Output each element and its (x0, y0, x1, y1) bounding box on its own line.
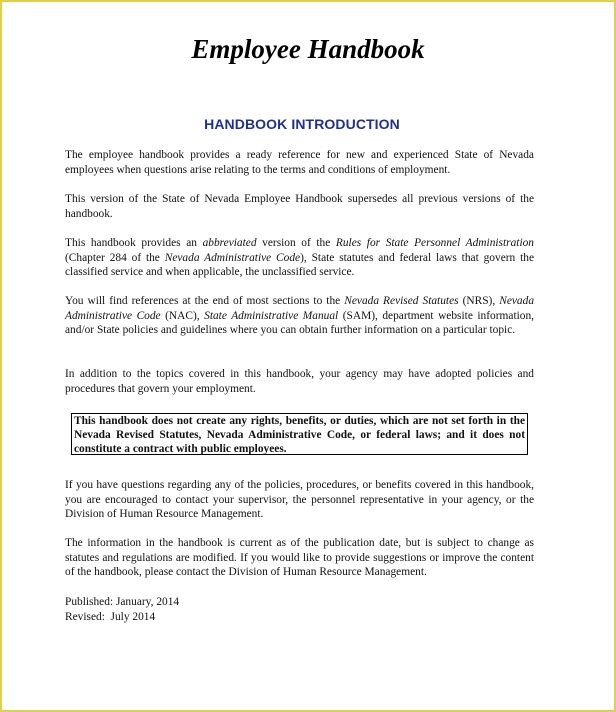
paragraph-3 (65, 236, 534, 280)
italic-reference: Rules for State Personnel Administration (335, 237, 534, 249)
section-heading: HANDBOOK INTRODUCTION (204, 116, 400, 132)
paragraph-text: (NRS), (458, 295, 500, 307)
revised-date: Revised: July 2014 (65, 611, 156, 623)
document-title: Employee Handbook (191, 34, 425, 64)
italic-reference: Nevada Administrative Code (65, 295, 535, 322)
italic-reference: State Administrative Manual (204, 309, 339, 322)
italic-reference: Nevada Revised Statutes (344, 295, 459, 307)
italic-reference: Nevada Administrative Code (164, 251, 301, 264)
paragraph-text: In addition to the topics covered in this handbook, your agency may have adopted policies and procedures that govern your employment. (65, 368, 534, 395)
paragraph-text: The employee handbook provides a ready reference for new and experienced State of Nevada employees when questions arise relating to the terms and conditions of employment. (65, 149, 534, 176)
italic-reference: abbreviated (202, 237, 257, 249)
paragraph-4 (65, 294, 534, 338)
published-date: Published: January, 2014 (65, 596, 180, 608)
paragraph-2 (65, 192, 534, 221)
disclaimer-notice-box: This handbook does not create any rights, benefits, or duties, which are not set forth in the Nevada Revised Statutes, Nevada Administrative Code, or federal laws; and it does not constitute a contract with public employees. (71, 413, 528, 455)
paragraph-5 (65, 367, 534, 396)
paragraph-6 (65, 478, 534, 522)
paragraph-text: You will find references at the end of most sections to the (65, 295, 345, 307)
paragraph-text: The information in the handbook is current as of the publication date, but is subject to change as statutes and regulations are modified. If you would like to provide suggestions or improve the content of the handbook, please contact the Division of Human Resource Management. (65, 537, 534, 579)
paragraph-text: version of the (256, 237, 336, 249)
paragraph-text: If you have questions regarding any of the policies, procedures, or benefits covered in this handbook, you are encouraged to contact your supervisor, the personnel representative in your agency, or the Division of Human Resource Management. (65, 479, 534, 521)
paragraph-text: This version of the State of Nevada Employee Handbook supersedes all previous versions of the handbook. (65, 193, 534, 220)
paragraph-1 (65, 148, 534, 177)
paragraph-text: (Chapter 284 of the (65, 251, 165, 264)
paragraph-text: ), State statutes and federal laws that govern the classified service and when applicable, the unclassified service. (65, 251, 534, 279)
paragraph-text: (SAM), department website information, and/or State policies and guidelines where you can obtain further information on a particular topic. (65, 309, 535, 337)
paragraph-7 (65, 536, 534, 580)
paragraph-text: (NAC), (160, 309, 205, 322)
paragraph-text: This handbook provides an (65, 237, 203, 249)
